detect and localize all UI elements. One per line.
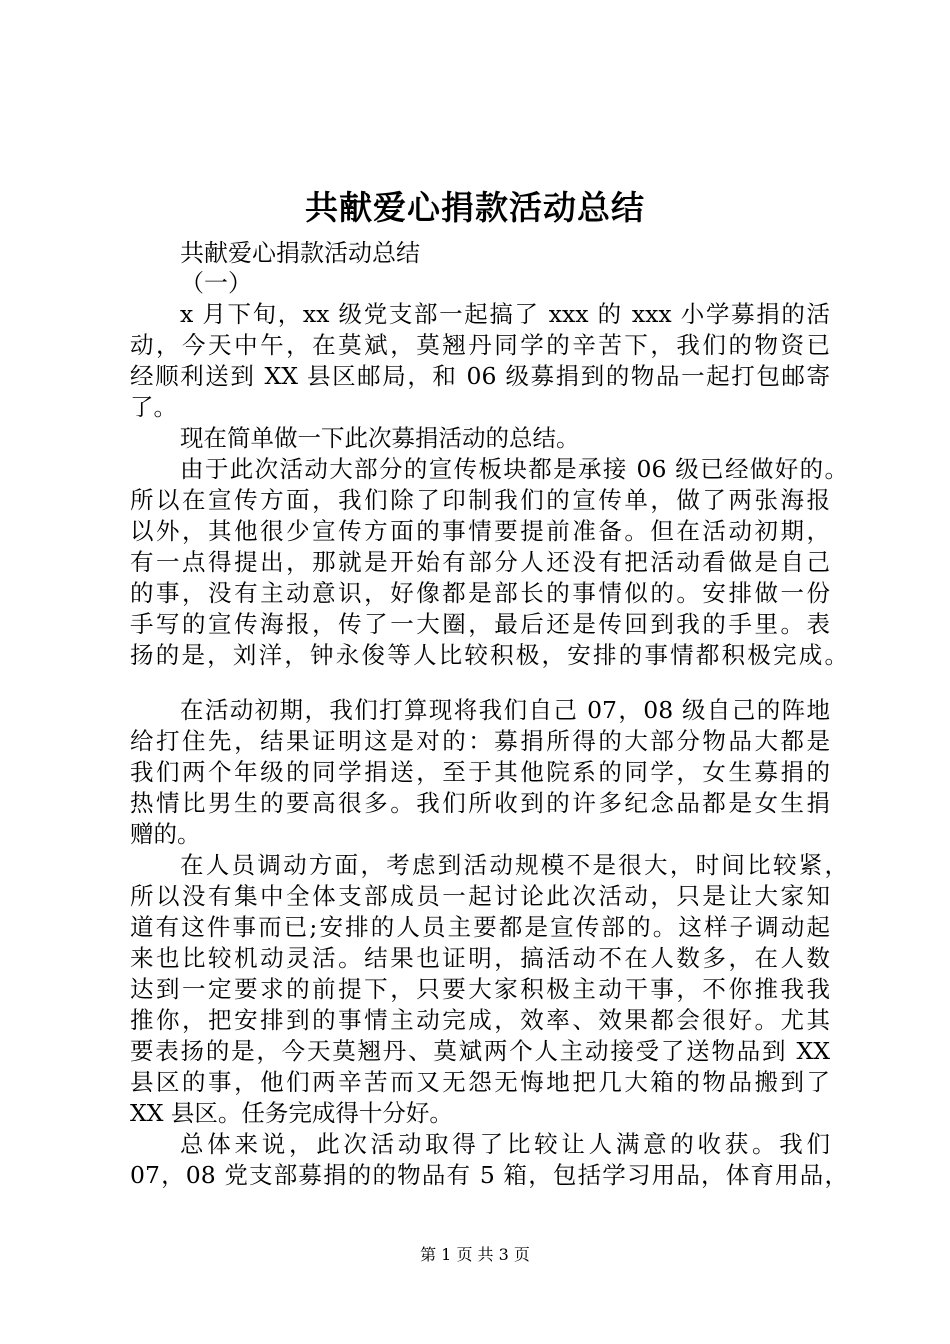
paragraph-line: 了。 — [130, 393, 177, 421]
paragraph-line: 在人员调动方面，考虑到活动规模不是很大，时间比较紧， — [180, 851, 848, 879]
paragraph-line: 动，今天中午，在莫斌，莫翘丹同学的辛苦下，我们的物资已 — [130, 331, 830, 359]
paragraph-line: 达到一定要求的前提下，只要大家积极主动干事，不你推我我 — [130, 975, 830, 1003]
paragraph-line: 经顺利送到 XX 县区邮局，和 06 级募捐到的物品一起打包邮寄 — [130, 362, 830, 390]
paragraph-line: 在活动初期，我们打算现将我们自己 07，08 级自己的阵地 — [180, 696, 830, 724]
paragraph-line: 道有这件事而已;安排的人员主要都是宣传部的。这样子调动起 — [130, 913, 830, 941]
paragraph-line: 我们两个年级的同学捐送，至于其他院系的同学，女生募捐的 — [130, 758, 830, 786]
paragraph-line: 赠的。 — [130, 820, 201, 848]
page-number-footer: 第 1 页 共 3 页 — [420, 1245, 530, 1264]
section-marker: （一） — [180, 269, 252, 297]
paragraph-line: 的事，没有主动意识，好像都是部长的事情似的。安排做一份 — [130, 579, 830, 607]
document-title: 共献爱心捐款活动总结 — [305, 188, 645, 227]
paragraph-line: 以外，其他很少宣传方面的事情要提前准备。但在活动初期， — [130, 517, 830, 545]
paragraph-line: x 月下旬，xx 级党支部一起搞了 xxx 的 xxx 小学募捐的活 — [180, 300, 830, 328]
paragraph-line: 由于此次活动大部分的宣传板块都是承接 06 级已经做好的。 — [180, 455, 848, 483]
paragraph-line: 所以没有集中全体支部成员一起讨论此次活动，只是让大家知 — [130, 882, 830, 910]
paragraph-line: 热情比男生的要高很多。我们所收到的许多纪念品都是女生捐 — [130, 789, 830, 817]
paragraph-line: 现在简单做一下此次募捐活动的总结。 — [180, 424, 580, 452]
paragraph-line: 手写的宣传海报，传了一大圈，最后还是传回到我的手里。表 — [130, 610, 830, 638]
paragraph-line: 有一点得提出，那就是开始有部分人还没有把活动看做是自己 — [130, 548, 830, 576]
paragraph-line: 07，08 党支部募捐的的物品有 5 箱，包括学习用品，体育用品， — [130, 1161, 848, 1189]
paragraph-line: 推你，把安排到的事情主动完成，效率、效果都会很好。尤其 — [130, 1006, 830, 1034]
paragraph-line: 总体来说，此次活动取得了比较让人满意的收获。我们 — [180, 1130, 830, 1158]
paragraph-line: 所以在宣传方面，我们除了印制我们的宣传单，做了两张海报 — [130, 486, 830, 514]
paragraph-line: 要表扬的是，今天莫翘丹、莫斌两个人主动接受了送物品到 XX — [130, 1037, 830, 1065]
document-subtitle: 共献爱心捐款活动总结 — [180, 239, 420, 267]
paragraph-line: 县区的事，他们两辛苦而又无怨无悔地把几大箱的物品搬到了 — [130, 1068, 830, 1096]
paragraph-line: 给打住先，结果证明这是对的：募捐所得的大部分物品大都是 — [130, 727, 830, 755]
paragraph-line: XX 县区。任务完成得十分好。 — [130, 1099, 453, 1127]
paragraph-line: 扬的是，刘洋，钟永俊等人比较积极，安排的事情都积极完成。 — [130, 641, 848, 669]
paragraph-line: 来也比较机动灵活。结果也证明，搞活动不在人数多，在人数 — [130, 944, 830, 972]
